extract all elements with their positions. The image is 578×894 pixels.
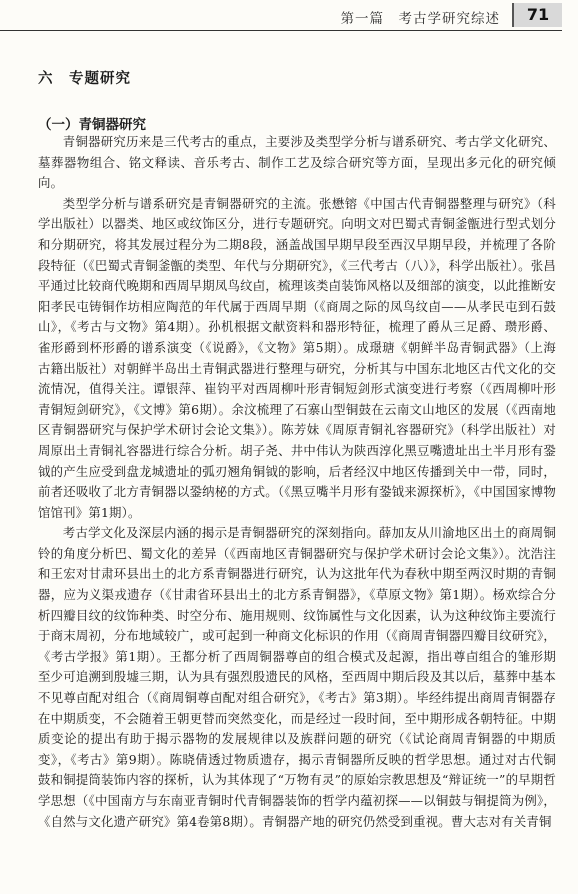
page-number-box (512, 3, 562, 27)
body-text (38, 132, 556, 832)
paragraph-typology: 类型学分析与谱系研究是青铜器研究的主流。张懋镕《中国古代青铜器整理与研究》（科学出版社）以器类、地区或纹饰区分，进行专题研究。向明文对巴蜀式青铜釜甑进行型式划分和分期研究，将其发展过程分为二期8段，涵盖战国早期早段至西汉早期早段，并梳理了各阶段特征（《巴蜀式青铜釜甑的类型、年代与分期研究》，《三代考古（八）》，科学出版社）。张昌平通过比较商代晚期和西周早期凤鸟纹卣，梳理该类卣装饰风格以及细部的演变，以此推断安阳孝民屯铸铜作坊相应陶范的年代属于西周早期（《商周之际的凤鸟纹卣——从孝民屯到石鼓山》，《考古与文物》第4期）。孙机根据文献资料和器形特征，梳理了爵从三足爵、瓒形爵、雀形爵到杯形爵的谱系演变（《说爵》，《文物》第5期）。成璟瑭《朝鲜半岛青铜武器》（上海古籍出版社）对朝鲜半岛出土青铜武器进行整理与研究，分析其与中国东北地区古代文化的交流情况，值得关注。谭银萍、崔钧平对西周柳叶形青铜短剑形式演变进行考察（《西周柳叶形青铜短剑研究》，《文博》第6期）。余汶梳理了石寨山型铜鼓在云南文山地区的发展（《西南地区青铜器研究与保护学术研讨会论文集》）。陈芳妹《周原青铜礼容器研究》（科学出版社）对周原出土青铜礼容器进行综合分析。胡子尧、井中伟认为陕西淳化黑豆嘴遗址出土半月形有銎钺的产生应受到盘龙城遗址的弧刃翘角铜钺的影响，后者经汉中地区传播到关中一带，同时，前者还吸收了北方青铜器以銎纳柲的方式。（《黑豆嘴半月形有銎钺来源探析》，《中国国家博物馆馆刊》第1期）。 (38, 195, 556, 520)
header-rule (0, 30, 562, 31)
subsection-title: （一）青铜器研究 (38, 117, 146, 133)
page-number: 71 (526, 5, 550, 24)
paragraph-culture: 考古学文化及深层内涵的揭示是青铜器研究的深刻指向。薛加友从川渝地区出土的商周铜铃的角度分析巴、蜀文化的差异（《西南地区青铜器研究与保护学术研讨会论文集》）。沈浩注和王宏对甘肃环县出土的北方系青铜器进行研究，认为这批年代为春秋中期至两汉时期的青铜器，应为义渠戎遗存（《甘肃省环县出土的北方系青铜器》，《草原文物》第1期）。杨欢综合分析四瓣目纹的纹饰种类、时空分布、施用规则、纹饰属性与文化因素，认为这种纹饰主要流行于商末周初，分布地域较广，或可起到一种商文化标识的作用（《商周青铜器四瓣目纹研究》，《考古学报》第1期）。王都分析了西周铜器尊卣的组合模式及起源，指出尊卣组合的雏形期至少可追溯到殷墟三期，认为具有强烈殷遗民的风格，至西周中期后段及其以后，墓葬中基本不见尊卣配对组合（《商周铜尊卣配对组合研究》，《考古》第3期）。毕经纬提出商周青铜器存在中期质变，不会随着王朝更替而突然变化，而是经过一段时间，至中期形成各朝特征。中期质变论的提出有助于揭示器物的发展规律以及族群问题的研究（《试论商周青铜器的中期质变》，《考古》第9期）。陈晓倩透过物质遗存，揭示青铜器所反映的哲学思想。通过对古代铜鼓和铜提筒装饰内容的探析，认为其体现了“万物有灵”的原始宗教思想及“辩证统一”的早期哲学思想（《中国南方与东南亚青铜时代青铜器装饰的哲学内蕴初探——以铜鼓与铜提筒为例》，《自然与文化遗产研究》第4卷第8期）。青铜器产地的研究仍然受到重视。曹大志对有关青铜 (38, 525, 556, 829)
running-head (0, 0, 578, 34)
section-title: 六 专题研究 (38, 71, 131, 87)
paragraph-intro: 青铜器研究历来是三代考古的重点，主要涉及类型学分析与谱系研究、考古学文化研究、墓葬器物组合、铭文释读、音乐考古、制作工艺及综合研究等方面，呈现出多元化的研究倾向。 (38, 134, 556, 191)
running-title: 第一篇 考古学研究综述 (340, 11, 500, 27)
